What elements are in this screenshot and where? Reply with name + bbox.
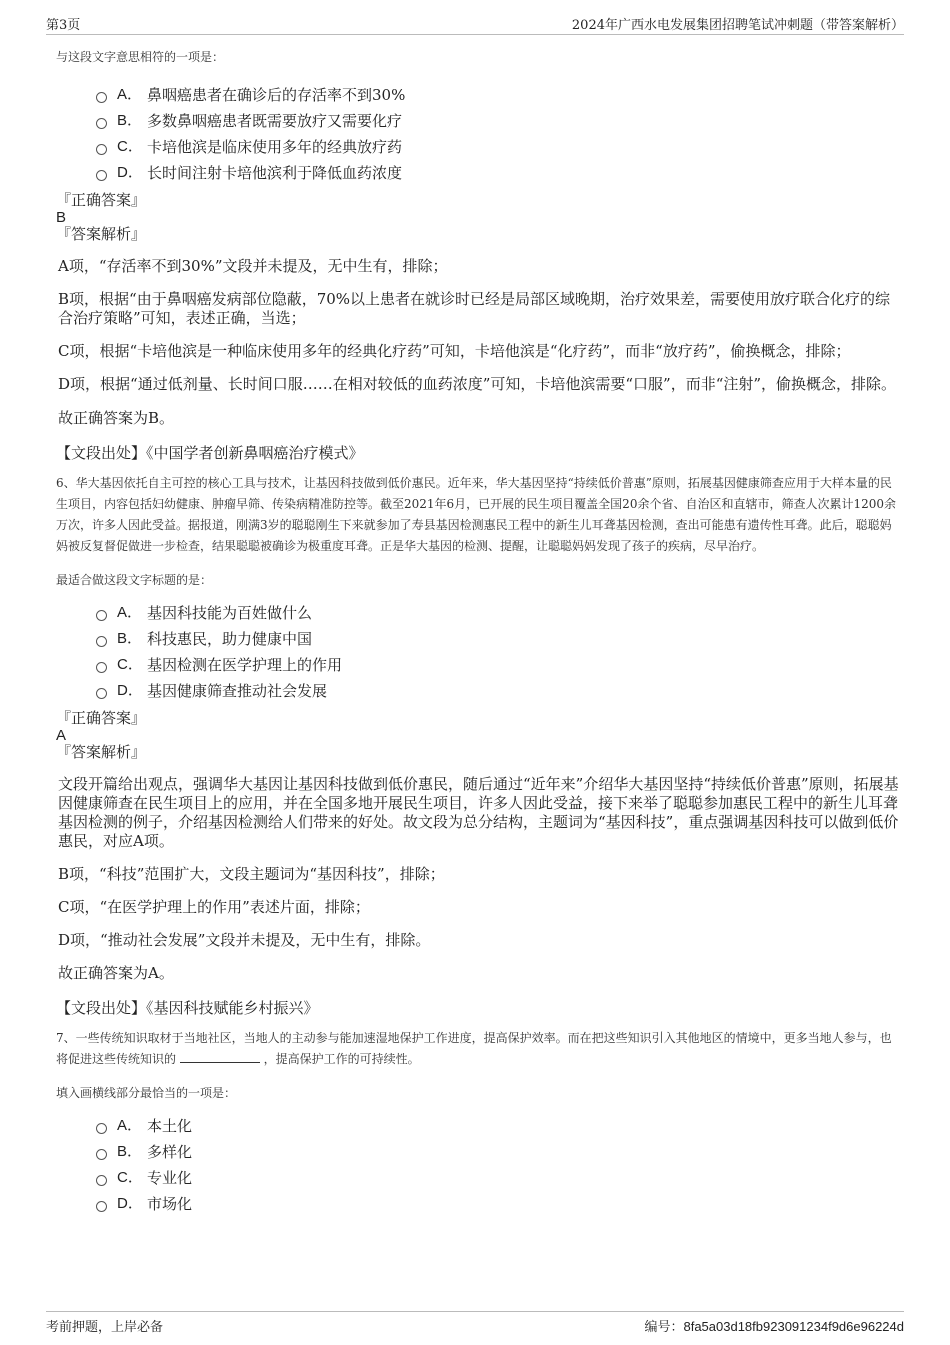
q5-option-d[interactable]: D． 长时间注射卡培他滨利于降低血药浓度 — [96, 160, 902, 186]
q5-option-c[interactable]: C． 卡培他滨是临床使用多年的经典放疗药 — [96, 134, 902, 160]
radio-icon[interactable] — [96, 1201, 107, 1212]
radio-icon[interactable] — [96, 1175, 107, 1186]
q6-source: 【文段出处】《基因科技赋能乡村振兴》 — [56, 999, 319, 1017]
q7-option-b[interactable]: B． 多样化 — [96, 1139, 902, 1165]
radio-icon[interactable] — [96, 1123, 107, 1134]
radio-icon[interactable] — [96, 170, 107, 181]
fill-blank — [180, 1050, 260, 1063]
q6-analysis-main: 文段开篇给出观点，强调华大基因让基因科技做到低价惠民，随后通过“近年来”介绍华大基因坚持“持续低价普惠”原则，拓展基因健康筛查在民生项目上的应用，并在全国多地开展民生项目，许多人因此受益，接下来举了聪聪参加惠民工程中的新生儿耳聋基因检测的例子，介绍基因检测给人们带来的好处。故文段为总分结构，主题词为“基因科技”，重点强调基因科技可以做到低价惠民，对应A项。 — [58, 775, 899, 850]
code-value: 8fa5a03d18fb923091234f9d6e96224d — [683, 1319, 904, 1334]
q7-text: 7、一些传统知识取材于当地社区，当地人的主动参与能加速湿地保护工作进度，提高保护效率。而在把这些知识引入其他地区的情境中，更多当地人参与，也将促进这些传统知识的 ，提高保护工作的可持续性。 — [56, 1031, 892, 1066]
q5-answer: B — [56, 209, 67, 226]
radio-icon[interactable] — [96, 636, 107, 647]
page-header — [46, 14, 904, 35]
q7-option-c[interactable]: C． 专业化 — [96, 1165, 902, 1191]
q7-options — [96, 1113, 902, 1217]
radio-icon[interactable] — [96, 92, 107, 103]
q5-option-b[interactable]: B． 多数鼻咽癌患者既需要放疗又需要化疗 — [96, 108, 902, 134]
q5-analysis-c: C项，根据“卡培他滨是一种临床使用多年的经典化疗药”可知，卡培他滨是“化疗药”，而非“放疗药”，偷换概念，排除； — [58, 342, 851, 360]
radio-icon[interactable] — [96, 662, 107, 673]
page-footer — [46, 1311, 904, 1337]
q6-option-c[interactable]: C． 基因检测在医学护理上的作用 — [96, 652, 902, 678]
radio-icon[interactable] — [96, 1149, 107, 1160]
q5-analysis-b: B项，根据“由于鼻咽癌发病部位隐蔽，70%以上患者在就诊时已经是局部区域晚期，治疗效果差，需要使用放疗联合化疗的综合治疗策略”可知，表述正确，当选； — [58, 290, 891, 327]
q5-answer-label: 『正确答案』 — [56, 191, 147, 209]
code-label: 编号： — [644, 1320, 684, 1335]
radio-icon[interactable] — [96, 118, 107, 129]
footer-slogan: 考前押题，上岸必备 — [46, 1320, 164, 1335]
q6-conclusion: 故正确答案为A。 — [58, 964, 174, 982]
q5-conclusion: 故正确答案为B。 — [58, 409, 175, 427]
q7-prompt: 填入画横线部分最恰当的一项是： — [56, 1086, 237, 1100]
q7-option-a[interactable]: A． 本土化 — [96, 1113, 902, 1139]
q6-analysis-d: D项，“推动社会发展”文段并未提及，无中生有，排除。 — [58, 931, 431, 949]
q6-text: 6、华大基因依托自主可控的核心工具与技术，让基因科技做到低价惠民。近年来，华大基因坚持“持续低价普惠”原则，拓展基因健康筛查应用于大样本量的民生项目，内容包括妇幼健康、肿瘤早筛、传染病精准防控等。截至2021年6月，已开展的民生项目覆盖全国20余个省、自治区和直辖市，筛查人次累计1200余万次，许多人因此受益。据报道，刚满3岁的聪聪刚生下来就参加了寿县基因检测惠民工程中的新生儿耳聋基因检测，查出可能患有遗传性耳聋。此后，聪聪妈妈被反复督促做进一步检查，结果聪聪被确诊为极重度耳聋。正是华大基因的检测、提醒，让聪聪妈妈发现了孩子的疾病，尽早治疗。 — [56, 476, 896, 553]
q6-analysis-c: C项，“在医学护理上的作用”表述片面，排除； — [58, 898, 370, 916]
q6-answer-label: 『正确答案』 — [56, 709, 147, 727]
q5-option-a[interactable]: A． 鼻咽癌患者在确诊后的存活率不到30% — [96, 82, 902, 108]
q6-options — [96, 600, 902, 704]
q7-option-d[interactable]: D． 市场化 — [96, 1191, 902, 1217]
q5-options — [96, 82, 902, 186]
radio-icon[interactable] — [96, 610, 107, 621]
document-title: 2024年广西水电发展集团招聘笔试冲刺题（带答案解析） — [571, 18, 904, 33]
radio-icon[interactable] — [96, 144, 107, 155]
q5-analysis-d: D项，根据“通过低剂量、长时间口服……在相对较低的血药浓度”可知，卡培他滨需要“口服”，而非“注射”，偷换概念，排除。 — [58, 375, 897, 393]
q5-prompt: 与这段文字意思相符的一项是： — [56, 50, 225, 64]
q6-answer: A — [56, 727, 67, 744]
radio-icon[interactable] — [96, 688, 107, 699]
q6-option-b[interactable]: B． 科技惠民，助力健康中国 — [96, 626, 902, 652]
q5-source: 【文段出处】《中国学者创新鼻咽癌治疗模式》 — [56, 444, 364, 462]
q5-analysis-label: 『答案解析』 — [56, 225, 147, 243]
document-code — [644, 1316, 904, 1335]
q5-analysis-a: A项，“存活率不到30%”文段并未提及，无中生有，排除； — [58, 257, 448, 275]
q6-analysis-label: 『答案解析』 — [56, 743, 147, 761]
q6-analysis-b: B项，“科技”范围扩大，文段主题词为“基因科技”，排除； — [58, 865, 445, 883]
document-body — [56, 44, 902, 1217]
q6-option-d[interactable]: D． 基因健康筛查推动社会发展 — [96, 678, 902, 704]
q6-option-a[interactable]: A． 基因科技能为百姓做什么 — [96, 600, 902, 626]
page-number: 第3页 — [46, 18, 81, 33]
q6-prompt: 最适合做这段文字标题的是： — [56, 573, 213, 587]
